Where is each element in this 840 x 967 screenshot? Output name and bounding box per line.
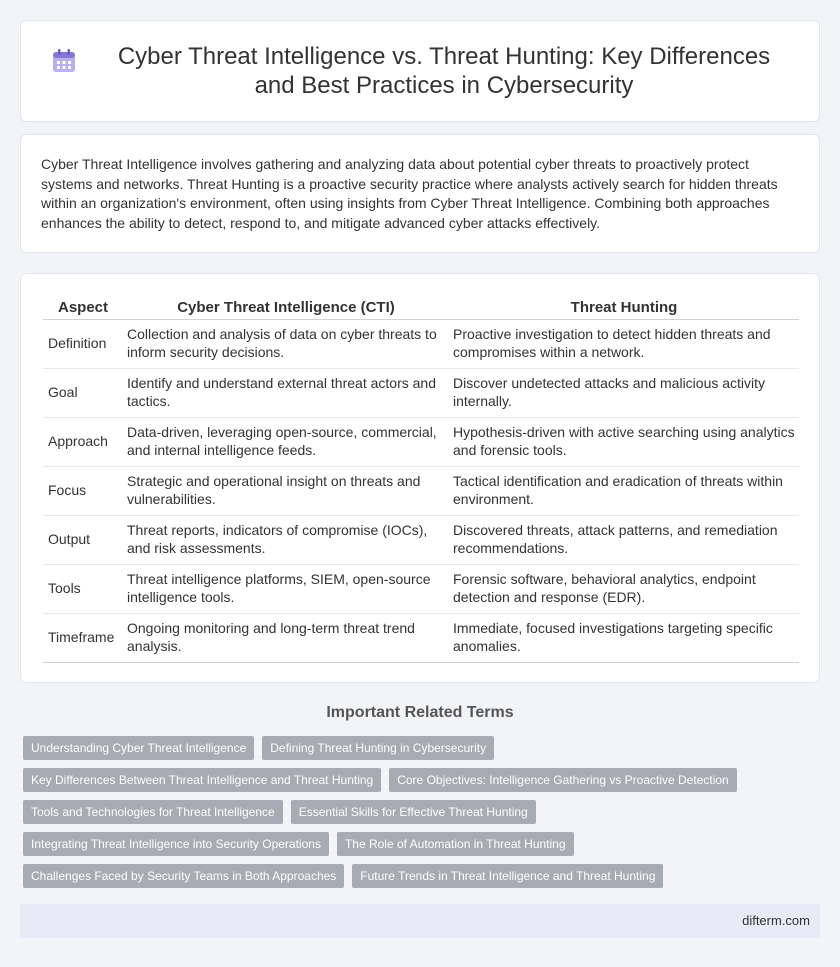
comparison-table [43, 296, 799, 663]
aspect-cell: Tools [43, 564, 123, 613]
table-row [43, 417, 799, 466]
cti-cell: Threat reports, indicators of compromise (IOCs), and risk assessments. [123, 515, 449, 564]
site-brand-link[interactable]: difterm.com [742, 913, 810, 928]
column-header: Aspect [43, 296, 123, 319]
header-card [20, 20, 820, 122]
table-row [43, 368, 799, 417]
hunting-cell: Proactive investigation to detect hidden threats and compromises within a network. [449, 319, 799, 368]
related-terms-list [23, 736, 783, 896]
table-row [43, 564, 799, 613]
calendar-icon [51, 48, 77, 74]
summary-text: Cyber Threat Intelligence involves gathering and analyzing data about potential cyber threats to proactively protect systems and networks. Threat Hunting is a proactive security practice where analysts actively search for hidden threats within an organization's environment, often using insights from Cyber Threat Intelligence. Combining both approaches enhances the ability to detect, respond to, and mitigate advanced cyber attacks effectively. [41, 156, 778, 231]
related-term-tag[interactable]: Core Objectives: Intelligence Gathering vs Proactive Detection [389, 768, 737, 792]
related-term-tag[interactable]: Challenges Faced by Security Teams in Both Approaches [23, 864, 344, 888]
related-terms-heading: Important Related Terms [326, 704, 514, 721]
aspect-cell: Focus [43, 466, 123, 515]
hunting-cell: Discover undetected attacks and malicious activity internally. [449, 368, 799, 417]
related-term-tag[interactable]: Integrating Threat Intelligence into Security Operations [23, 832, 329, 856]
hunting-cell: Discovered threats, attack patterns, and remediation recommendations. [449, 515, 799, 564]
hunting-cell: Tactical identification and eradication of threats within environment. [449, 466, 799, 515]
related-term-tag[interactable]: Understanding Cyber Threat Intelligence [23, 736, 254, 760]
aspect-cell: Approach [43, 417, 123, 466]
column-header: Threat Hunting [449, 296, 799, 319]
aspect-cell: Output [43, 515, 123, 564]
related-term-tag[interactable]: The Role of Automation in Threat Hunting [337, 832, 574, 856]
aspect-cell: Timeframe [43, 613, 123, 662]
column-header: Cyber Threat Intelligence (CTI) [123, 296, 449, 319]
cti-cell: Strategic and operational insight on threats and vulnerabilities. [123, 466, 449, 515]
table-row [43, 466, 799, 515]
cti-cell: Identify and understand external threat actors and tactics. [123, 368, 449, 417]
table-row [43, 319, 799, 368]
cti-cell: Ongoing monitoring and long-term threat trend analysis. [123, 613, 449, 662]
hunting-cell: Hypothesis-driven with active searching using analytics and forensic tools. [449, 417, 799, 466]
comparison-card [20, 273, 820, 683]
cti-cell: Collection and analysis of data on cyber threats to inform security decisions. [123, 319, 449, 368]
table-row [43, 515, 799, 564]
related-term-tag[interactable]: Key Differences Between Threat Intelligence and Threat Hunting [23, 768, 381, 792]
related-term-tag[interactable]: Essential Skills for Effective Threat Hunting [291, 800, 536, 824]
related-term-tag[interactable]: Tools and Technologies for Threat Intelligence [23, 800, 283, 824]
hunting-cell: Forensic software, behavioral analytics, endpoint detection and response (EDR). [449, 564, 799, 613]
aspect-cell: Goal [43, 368, 123, 417]
related-term-tag[interactable]: Defining Threat Hunting in Cybersecurity [262, 736, 494, 760]
page-title: Cyber Threat Intelligence vs. Threat Hunting: Key Differences and Best Practices in Cybersecurity [117, 43, 771, 99]
summary-card [20, 134, 820, 253]
cti-cell: Data-driven, leveraging open-source, commercial, and internal intelligence feeds. [123, 417, 449, 466]
aspect-cell: Definition [43, 319, 123, 368]
related-term-tag[interactable]: Future Trends in Threat Intelligence and Threat Hunting [352, 864, 663, 888]
footer [20, 904, 820, 938]
hunting-cell: Immediate, focused investigations targeting specific anomalies. [449, 613, 799, 662]
table-row [43, 613, 799, 662]
table-header-row [43, 296, 799, 319]
cti-cell: Threat intelligence platforms, SIEM, open-source intelligence tools. [123, 564, 449, 613]
